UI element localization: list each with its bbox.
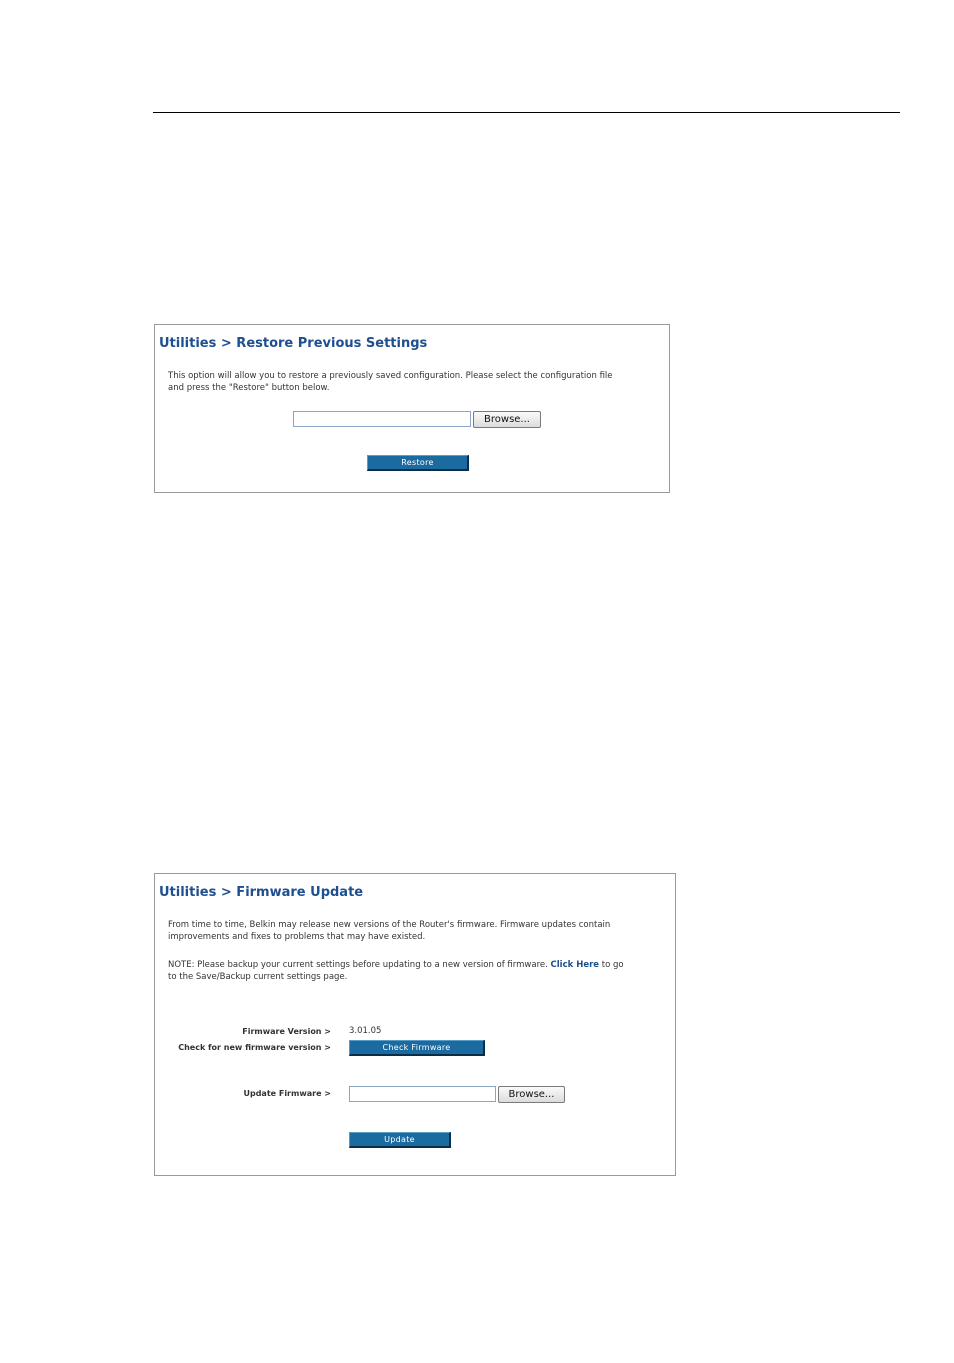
click-here-link[interactable]: Click Here xyxy=(550,960,600,970)
panel-title: Utilities > Firmware Update xyxy=(159,885,364,900)
firmware-version-label: Firmware Version > xyxy=(242,1027,331,1036)
restore-description xyxy=(168,370,613,394)
update-firmware-label: Update Firmware > xyxy=(243,1089,331,1098)
header-rule xyxy=(153,112,900,113)
description-line: and press the "Restore" button below. xyxy=(168,383,330,393)
restore-file-input[interactable] xyxy=(293,411,471,427)
restore-settings-panel xyxy=(154,324,670,493)
browse-button[interactable]: Browse... xyxy=(473,411,541,428)
firmware-version-value: 3.01.05 xyxy=(349,1026,382,1036)
note-text: NOTE: Please backup your current settings before updating to a new version of firmware. xyxy=(168,960,548,970)
check-firmware-label: Check for new firmware version > xyxy=(178,1043,331,1052)
restore-button[interactable]: Restore xyxy=(367,455,469,471)
note-text: to go xyxy=(601,960,624,970)
note-line: to the Save/Backup current settings page. xyxy=(168,972,348,982)
firmware-intro xyxy=(168,919,610,943)
check-firmware-button[interactable]: Check Firmware xyxy=(349,1040,485,1056)
description-line: improvements and fixes to problems that may have existed. xyxy=(168,932,426,942)
browse-button[interactable]: Browse... xyxy=(498,1086,565,1103)
update-button[interactable]: Update xyxy=(349,1132,451,1148)
firmware-file-input[interactable] xyxy=(349,1086,496,1102)
firmware-update-panel xyxy=(154,873,676,1176)
note-line xyxy=(168,959,624,971)
panel-title: Utilities > Restore Previous Settings xyxy=(159,336,428,351)
firmware-note xyxy=(168,959,624,983)
description-line: This option will allow you to restore a previously saved configuration. Please select the configuration file xyxy=(168,371,613,381)
description-line: From time to time, Belkin may release new versions of the Router's firmware. Firmware updates contain xyxy=(168,920,611,930)
